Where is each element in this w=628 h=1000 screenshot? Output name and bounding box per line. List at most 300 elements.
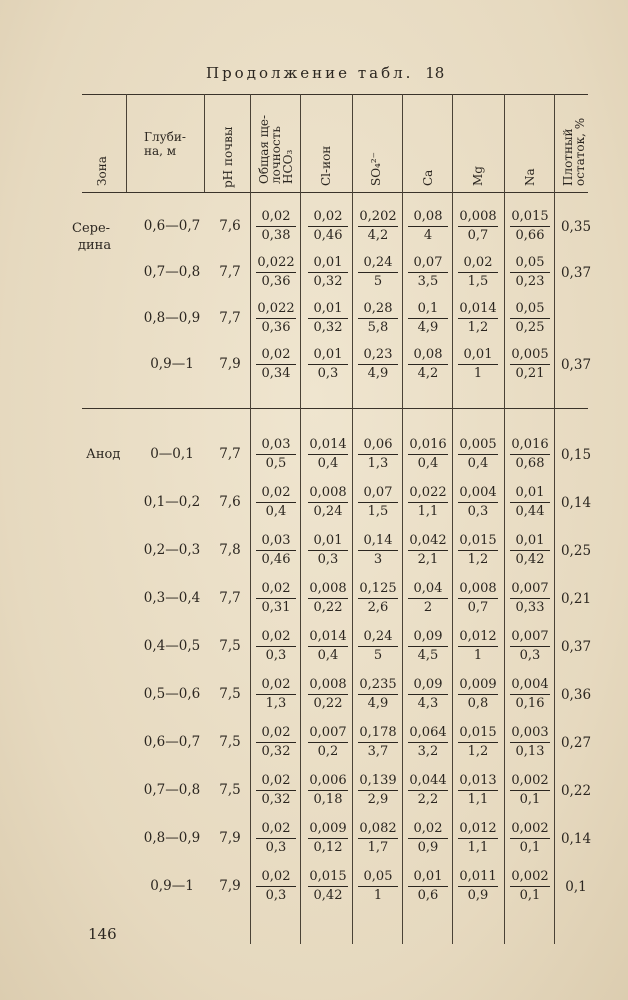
ca-denominator: 4 bbox=[423, 228, 433, 243]
hco3-denominator: 0,46 bbox=[261, 552, 291, 567]
so4-denominator: 5 bbox=[373, 274, 383, 289]
header-alkalinity-line2: лочность bbox=[269, 126, 283, 184]
header-depth bbox=[144, 130, 186, 158]
hco3-fraction-cell bbox=[252, 209, 300, 244]
hco3-numerator: 0,02 bbox=[256, 677, 296, 695]
ca-numerator: 0,016 bbox=[408, 437, 448, 455]
hco3-numerator: 0,03 bbox=[256, 437, 296, 455]
mg-fraction-cell bbox=[454, 869, 502, 904]
so4-fraction-cell bbox=[354, 485, 402, 520]
cl-numerator: 0,01 bbox=[308, 347, 348, 365]
ca-denominator: 2,1 bbox=[417, 552, 439, 567]
hco3-fraction-cell bbox=[252, 255, 300, 290]
na-fraction-cell bbox=[506, 255, 554, 290]
na-fraction-cell bbox=[506, 581, 554, 616]
zone-label-anode: Анод bbox=[86, 447, 121, 462]
ca-fraction-cell bbox=[404, 821, 452, 856]
na-numerator: 0,016 bbox=[510, 437, 550, 455]
cl-denominator: 0,32 bbox=[313, 274, 343, 289]
mg-numerator: 0,008 bbox=[458, 581, 498, 599]
ca-numerator: 0,09 bbox=[408, 677, 448, 695]
mg-fraction-cell bbox=[454, 821, 502, 856]
so4-fraction-cell bbox=[354, 301, 402, 336]
ca-numerator: 0,022 bbox=[408, 485, 448, 503]
so4-denominator: 2,6 bbox=[367, 600, 389, 615]
na-numerator: 0,05 bbox=[510, 255, 550, 273]
mg-denominator: 1 bbox=[473, 366, 483, 381]
ca-numerator: 0,01 bbox=[408, 869, 448, 887]
mg-denominator: 1,5 bbox=[467, 274, 489, 289]
ca-numerator: 0,064 bbox=[408, 725, 448, 743]
ph-cell: 7,7 bbox=[219, 264, 241, 280]
ca-numerator: 0,042 bbox=[408, 533, 448, 551]
so4-denominator: 1 bbox=[373, 888, 383, 903]
mg-numerator: 0,02 bbox=[458, 255, 498, 273]
header-na: Na bbox=[523, 168, 537, 186]
ca-fraction-cell bbox=[404, 301, 452, 336]
cl-numerator: 0,02 bbox=[308, 209, 348, 227]
residue-cell: 0,37 bbox=[560, 639, 592, 655]
cl-numerator: 0,006 bbox=[308, 773, 348, 791]
so4-denominator: 1,5 bbox=[367, 504, 389, 519]
mg-fraction-cell bbox=[454, 437, 502, 472]
mg-numerator: 0,015 bbox=[458, 533, 498, 551]
so4-numerator: 0,235 bbox=[358, 677, 398, 695]
group-separator-rule bbox=[82, 408, 588, 409]
depth-cell: 0,1—0,2 bbox=[143, 494, 201, 510]
cl-fraction-cell bbox=[304, 821, 352, 856]
so4-denominator: 3 bbox=[373, 552, 383, 567]
depth-cell: 0—0,1 bbox=[150, 446, 194, 462]
table-row bbox=[82, 622, 592, 668]
mg-fraction-cell bbox=[454, 725, 502, 760]
residue-cell: 0,15 bbox=[560, 447, 592, 463]
mg-numerator: 0,004 bbox=[458, 485, 498, 503]
cl-denominator: 0,42 bbox=[313, 888, 343, 903]
na-denominator: 0,23 bbox=[515, 274, 545, 289]
header-so4: SO₄²⁻ bbox=[369, 151, 383, 186]
na-fraction-cell bbox=[506, 725, 554, 760]
hco3-denominator: 0,32 bbox=[261, 792, 291, 807]
so4-numerator: 0,06 bbox=[358, 437, 398, 455]
ca-numerator: 0,1 bbox=[408, 301, 448, 319]
table-row bbox=[82, 526, 592, 572]
mg-fraction-cell bbox=[454, 255, 502, 290]
cl-numerator: 0,008 bbox=[308, 581, 348, 599]
na-fraction-cell bbox=[506, 301, 554, 336]
mg-denominator: 1,2 bbox=[467, 552, 489, 567]
hco3-fraction-cell bbox=[252, 301, 300, 336]
hco3-numerator: 0,02 bbox=[256, 581, 296, 599]
so4-fraction-cell bbox=[354, 773, 402, 808]
ca-denominator: 4,5 bbox=[417, 648, 439, 663]
header-ca: Ca bbox=[421, 169, 435, 186]
ca-numerator: 0,09 bbox=[408, 629, 448, 647]
cl-numerator: 0,008 bbox=[308, 485, 348, 503]
ph-cell: 7,7 bbox=[219, 590, 241, 606]
cl-denominator: 0,4 bbox=[317, 456, 339, 471]
table-row bbox=[82, 248, 592, 294]
depth-cell: 0,7—0,8 bbox=[143, 782, 201, 798]
ca-numerator: 0,04 bbox=[408, 581, 448, 599]
mg-numerator: 0,008 bbox=[458, 209, 498, 227]
ca-denominator: 3,2 bbox=[417, 744, 439, 759]
header-residue bbox=[562, 118, 586, 186]
mg-denominator: 1,2 bbox=[467, 320, 489, 335]
hco3-denominator: 0,38 bbox=[261, 228, 291, 243]
so4-numerator: 0,24 bbox=[358, 255, 398, 273]
na-numerator: 0,002 bbox=[510, 869, 550, 887]
header-alkalinity bbox=[258, 115, 294, 184]
table-row bbox=[82, 430, 592, 476]
ca-fraction-cell bbox=[404, 209, 452, 244]
cl-denominator: 0,3 bbox=[317, 366, 339, 381]
mg-fraction-cell bbox=[454, 301, 502, 336]
mg-fraction-cell bbox=[454, 629, 502, 664]
hco3-numerator: 0,02 bbox=[256, 485, 296, 503]
cl-denominator: 0,22 bbox=[313, 600, 343, 615]
residue-cell: 0,14 bbox=[560, 831, 592, 847]
ca-numerator: 0,02 bbox=[408, 821, 448, 839]
zone-label-line2: дина bbox=[78, 238, 112, 253]
hco3-fraction-cell bbox=[252, 437, 300, 472]
so4-denominator: 1,7 bbox=[367, 840, 389, 855]
na-denominator: 0,3 bbox=[519, 648, 541, 663]
ca-fraction-cell bbox=[404, 629, 452, 664]
header-cl: Cl-ион bbox=[319, 145, 333, 186]
mg-numerator: 0,011 bbox=[458, 869, 498, 887]
na-denominator: 0,1 bbox=[519, 888, 541, 903]
depth-cell: 0,5—0,6 bbox=[143, 686, 201, 702]
mg-fraction-cell bbox=[454, 347, 502, 382]
ph-cell: 7,9 bbox=[219, 830, 241, 846]
mg-fraction-cell bbox=[454, 677, 502, 712]
mg-numerator: 0,013 bbox=[458, 773, 498, 791]
hco3-fraction-cell bbox=[252, 533, 300, 568]
hco3-denominator: 0,32 bbox=[261, 744, 291, 759]
table-row bbox=[82, 574, 592, 620]
residue-cell: 0,22 bbox=[560, 783, 592, 799]
header-zone: Зона bbox=[95, 156, 109, 186]
hco3-numerator: 0,02 bbox=[256, 629, 296, 647]
so4-fraction-cell bbox=[354, 437, 402, 472]
hco3-denominator: 0,34 bbox=[261, 366, 291, 381]
na-denominator: 0,21 bbox=[515, 366, 545, 381]
na-numerator: 0,015 bbox=[510, 209, 550, 227]
hco3-numerator: 0,022 bbox=[256, 301, 296, 319]
so4-denominator: 1,3 bbox=[367, 456, 389, 471]
header-alkalinity-line3: HCO₃ bbox=[281, 149, 295, 184]
ca-denominator: 2 bbox=[423, 600, 433, 615]
cl-denominator: 0,2 bbox=[317, 744, 339, 759]
table-row bbox=[82, 294, 588, 340]
header-depth-line1: Глуби- bbox=[144, 130, 186, 144]
cl-denominator: 0,24 bbox=[313, 504, 343, 519]
so4-numerator: 0,28 bbox=[358, 301, 398, 319]
header-residue-line1: Плотный bbox=[561, 128, 575, 186]
cl-denominator: 0,12 bbox=[313, 840, 343, 855]
mg-denominator: 1,2 bbox=[467, 744, 489, 759]
so4-numerator: 0,202 bbox=[358, 209, 398, 227]
depth-cell: 0,4—0,5 bbox=[143, 638, 201, 654]
hco3-fraction-cell bbox=[252, 347, 300, 382]
na-numerator: 0,002 bbox=[510, 773, 550, 791]
ca-denominator: 0,9 bbox=[417, 840, 439, 855]
ca-fraction-cell bbox=[404, 255, 452, 290]
hco3-denominator: 0,36 bbox=[261, 274, 291, 289]
mg-denominator: 0,9 bbox=[467, 888, 489, 903]
mg-denominator: 0,4 bbox=[467, 456, 489, 471]
na-fraction-cell bbox=[506, 869, 554, 904]
residue-cell: 0,27 bbox=[560, 735, 592, 751]
depth-cell: 0,6—0,7 bbox=[143, 734, 201, 750]
na-fraction-cell bbox=[506, 437, 554, 472]
na-fraction-cell bbox=[506, 677, 554, 712]
na-denominator: 0,33 bbox=[515, 600, 545, 615]
ca-denominator: 2,2 bbox=[417, 792, 439, 807]
table-row bbox=[82, 202, 592, 248]
ca-fraction-cell bbox=[404, 677, 452, 712]
table-row bbox=[82, 766, 592, 812]
na-numerator: 0,003 bbox=[510, 725, 550, 743]
ph-cell: 7,7 bbox=[219, 446, 241, 462]
na-denominator: 0,42 bbox=[515, 552, 545, 567]
residue-cell: 0,36 bbox=[560, 687, 592, 703]
na-fraction-cell bbox=[506, 773, 554, 808]
mg-denominator: 0,7 bbox=[467, 600, 489, 615]
cl-numerator: 0,014 bbox=[308, 629, 348, 647]
cl-fraction-cell bbox=[304, 629, 352, 664]
mg-denominator: 0,8 bbox=[467, 696, 489, 711]
hco3-denominator: 0,3 bbox=[265, 888, 287, 903]
cl-fraction-cell bbox=[304, 581, 352, 616]
na-denominator: 0,25 bbox=[515, 320, 545, 335]
header-bottom-rule bbox=[82, 192, 588, 193]
hco3-denominator: 0,31 bbox=[261, 600, 291, 615]
cl-fraction-cell bbox=[304, 773, 352, 808]
mg-fraction-cell bbox=[454, 209, 502, 244]
depth-cell: 0,9—1 bbox=[150, 878, 194, 894]
ph-cell: 7,8 bbox=[219, 542, 241, 558]
hco3-numerator: 0,02 bbox=[256, 869, 296, 887]
so4-denominator: 5 bbox=[373, 648, 383, 663]
ca-fraction-cell bbox=[404, 437, 452, 472]
mg-numerator: 0,009 bbox=[458, 677, 498, 695]
mg-fraction-cell bbox=[454, 773, 502, 808]
cl-fraction-cell bbox=[304, 869, 352, 904]
na-numerator: 0,007 bbox=[510, 581, 550, 599]
mg-numerator: 0,015 bbox=[458, 725, 498, 743]
header-alkalinity-line1: Общая ще- bbox=[257, 114, 271, 184]
ca-denominator: 0,6 bbox=[417, 888, 439, 903]
depth-cell: 0,6—0,7 bbox=[143, 218, 201, 234]
na-numerator: 0,05 bbox=[510, 301, 550, 319]
header-ph: pH почвы bbox=[221, 126, 235, 188]
na-denominator: 0,1 bbox=[519, 840, 541, 855]
table-top-rule bbox=[82, 94, 588, 95]
table-row bbox=[82, 862, 588, 908]
ph-cell: 7,6 bbox=[219, 494, 241, 510]
hco3-denominator: 0,36 bbox=[261, 320, 291, 335]
cl-denominator: 0,32 bbox=[313, 320, 343, 335]
ca-fraction-cell bbox=[404, 347, 452, 382]
ca-fraction-cell bbox=[404, 725, 452, 760]
cl-fraction-cell bbox=[304, 725, 352, 760]
hco3-numerator: 0,022 bbox=[256, 255, 296, 273]
mg-fraction-cell bbox=[454, 533, 502, 568]
ca-numerator: 0,08 bbox=[408, 347, 448, 365]
ph-cell: 7,5 bbox=[219, 638, 241, 654]
na-denominator: 0,44 bbox=[515, 504, 545, 519]
mg-numerator: 0,014 bbox=[458, 301, 498, 319]
so4-denominator: 2,9 bbox=[367, 792, 389, 807]
table-row bbox=[82, 478, 592, 524]
residue-cell: 0,14 bbox=[560, 495, 592, 511]
ph-cell: 7,6 bbox=[219, 218, 241, 234]
cl-fraction-cell bbox=[304, 677, 352, 712]
cl-numerator: 0,015 bbox=[308, 869, 348, 887]
depth-cell: 0,2—0,3 bbox=[143, 542, 201, 558]
hco3-denominator: 0,3 bbox=[265, 648, 287, 663]
ph-cell: 7,5 bbox=[219, 734, 241, 750]
column-divider bbox=[126, 94, 127, 192]
residue-cell: 0,21 bbox=[560, 591, 592, 607]
mg-denominator: 1,1 bbox=[467, 792, 489, 807]
na-fraction-cell bbox=[506, 821, 554, 856]
na-numerator: 0,01 bbox=[510, 533, 550, 551]
cl-fraction-cell bbox=[304, 347, 352, 382]
mg-denominator: 0,7 bbox=[467, 228, 489, 243]
hco3-denominator: 0,4 bbox=[265, 504, 287, 519]
ph-cell: 7,9 bbox=[219, 356, 241, 372]
cl-numerator: 0,007 bbox=[308, 725, 348, 743]
na-numerator: 0,01 bbox=[510, 485, 550, 503]
ca-fraction-cell bbox=[404, 485, 452, 520]
na-numerator: 0,004 bbox=[510, 677, 550, 695]
table-row bbox=[82, 814, 592, 860]
cl-fraction-cell bbox=[304, 255, 352, 290]
ca-numerator: 0,044 bbox=[408, 773, 448, 791]
hco3-fraction-cell bbox=[252, 773, 300, 808]
soil-analysis-table bbox=[72, 94, 592, 944]
header-mg: Mg bbox=[471, 166, 485, 186]
so4-numerator: 0,125 bbox=[358, 581, 398, 599]
ca-numerator: 0,08 bbox=[408, 209, 448, 227]
ca-fraction-cell bbox=[404, 773, 452, 808]
so4-denominator: 4,9 bbox=[367, 366, 389, 381]
depth-cell: 0,8—0,9 bbox=[143, 830, 201, 846]
mg-numerator: 0,012 bbox=[458, 629, 498, 647]
na-denominator: 0,16 bbox=[515, 696, 545, 711]
header-depth-line2: на, м bbox=[144, 144, 177, 158]
so4-fraction-cell bbox=[354, 347, 402, 382]
mg-fraction-cell bbox=[454, 581, 502, 616]
so4-fraction-cell bbox=[354, 677, 402, 712]
table-caption bbox=[206, 64, 444, 82]
na-fraction-cell bbox=[506, 533, 554, 568]
ph-cell: 7,5 bbox=[219, 686, 241, 702]
hco3-numerator: 0,02 bbox=[256, 821, 296, 839]
ph-cell: 7,5 bbox=[219, 782, 241, 798]
residue-cell: 0,35 bbox=[560, 219, 592, 235]
so4-fraction-cell bbox=[354, 869, 402, 904]
hco3-numerator: 0,02 bbox=[256, 209, 296, 227]
caption-text: Продолжение табл. bbox=[206, 64, 414, 82]
na-fraction-cell bbox=[506, 347, 554, 382]
na-denominator: 0,66 bbox=[515, 228, 545, 243]
hco3-numerator: 0,02 bbox=[256, 773, 296, 791]
hco3-denominator: 0,5 bbox=[265, 456, 287, 471]
na-numerator: 0,002 bbox=[510, 821, 550, 839]
ca-denominator: 3,5 bbox=[417, 274, 439, 289]
hco3-fraction-cell bbox=[252, 821, 300, 856]
residue-cell: 0,1 bbox=[565, 879, 587, 895]
cl-fraction-cell bbox=[304, 209, 352, 244]
cl-denominator: 0,4 bbox=[317, 648, 339, 663]
so4-fraction-cell bbox=[354, 629, 402, 664]
cl-denominator: 0,46 bbox=[313, 228, 343, 243]
so4-numerator: 0,05 bbox=[358, 869, 398, 887]
hco3-fraction-cell bbox=[252, 581, 300, 616]
cl-numerator: 0,01 bbox=[308, 255, 348, 273]
cl-fraction-cell bbox=[304, 485, 352, 520]
page-number: 146 bbox=[88, 925, 117, 943]
so4-denominator: 4,9 bbox=[367, 696, 389, 711]
column-divider bbox=[204, 94, 205, 192]
hco3-fraction-cell bbox=[252, 677, 300, 712]
caption-table-number: 18 bbox=[425, 64, 445, 82]
so4-denominator: 5,8 bbox=[367, 320, 389, 335]
so4-fraction-cell bbox=[354, 581, 402, 616]
header-residue-line2: остаток, % bbox=[573, 117, 587, 186]
ca-denominator: 1,1 bbox=[417, 504, 439, 519]
ph-cell: 7,9 bbox=[219, 878, 241, 894]
cl-numerator: 0,008 bbox=[308, 677, 348, 695]
hco3-denominator: 1,3 bbox=[265, 696, 287, 711]
ca-denominator: 4,2 bbox=[417, 366, 439, 381]
cl-numerator: 0,01 bbox=[308, 533, 348, 551]
depth-cell: 0,3—0,4 bbox=[143, 590, 201, 606]
hco3-numerator: 0,03 bbox=[256, 533, 296, 551]
so4-fraction-cell bbox=[354, 255, 402, 290]
hco3-fraction-cell bbox=[252, 485, 300, 520]
na-numerator: 0,007 bbox=[510, 629, 550, 647]
cl-fraction-cell bbox=[304, 301, 352, 336]
zone-label-line1: Сере- bbox=[72, 221, 111, 236]
depth-cell: 0,7—0,8 bbox=[143, 264, 201, 280]
hco3-fraction-cell bbox=[252, 629, 300, 664]
cl-fraction-cell bbox=[304, 437, 352, 472]
cl-denominator: 0,3 bbox=[317, 552, 339, 567]
cl-numerator: 0,014 bbox=[308, 437, 348, 455]
cl-numerator: 0,01 bbox=[308, 301, 348, 319]
hco3-denominator: 0,3 bbox=[265, 840, 287, 855]
na-denominator: 0,1 bbox=[519, 792, 541, 807]
cl-numerator: 0,009 bbox=[308, 821, 348, 839]
ca-denominator: 0,4 bbox=[417, 456, 439, 471]
na-denominator: 0,68 bbox=[515, 456, 545, 471]
mg-numerator: 0,012 bbox=[458, 821, 498, 839]
depth-cell: 0,8—0,9 bbox=[143, 310, 201, 326]
residue-cell: 0,37 bbox=[560, 357, 592, 373]
ca-denominator: 4,3 bbox=[417, 696, 439, 711]
mg-numerator: 0,005 bbox=[458, 437, 498, 455]
mg-denominator: 1,1 bbox=[467, 840, 489, 855]
ca-fraction-cell bbox=[404, 869, 452, 904]
so4-numerator: 0,14 bbox=[358, 533, 398, 551]
mg-denominator: 1 bbox=[473, 648, 483, 663]
na-fraction-cell bbox=[506, 209, 554, 244]
